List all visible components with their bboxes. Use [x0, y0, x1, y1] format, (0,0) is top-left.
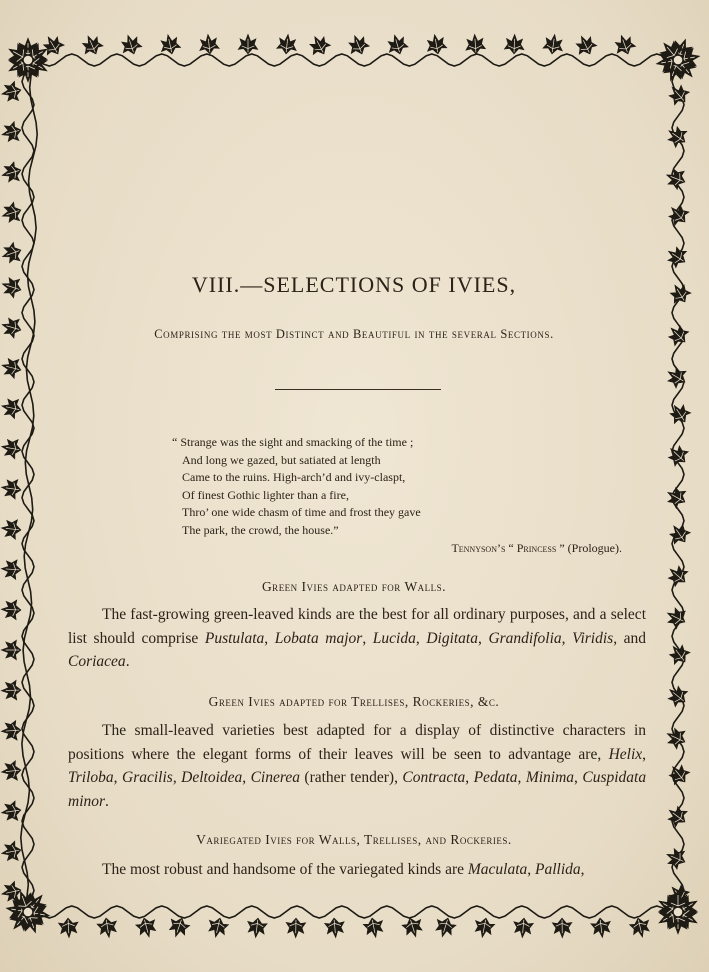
poem-line: Of finest Gothic lighter than a fire,	[182, 487, 349, 502]
ivy-leaf	[473, 916, 496, 939]
section-heading-trellises: Green Ivies adapted for Trellises, Rockeries, &c.	[208, 694, 500, 709]
section-text-variegated: The most robust and handsome of the variegated kinds are Maculata, Pallida,	[102, 861, 585, 878]
ivy-leaf	[512, 917, 533, 938]
ivy-leaf	[590, 917, 612, 939]
ivy-leaf	[663, 166, 689, 192]
ivy-leaf	[206, 916, 230, 940]
ivy-leaf	[0, 80, 23, 103]
variety-name: Cuspidata minor	[68, 769, 647, 810]
ivy-leaf	[663, 123, 691, 151]
divider-rule	[275, 389, 441, 390]
ivy-leaf	[433, 915, 458, 940]
variety-name: Coriacea	[68, 653, 126, 670]
corner-flower	[673, 907, 683, 917]
ivy-leaf	[666, 520, 694, 548]
ivy-leaf	[663, 604, 690, 631]
conjunction: and	[623, 629, 647, 647]
ivy-leaf	[238, 34, 258, 54]
poem-line: And long we gazed, but satiated at length	[182, 452, 381, 467]
variety-name: Lucida	[372, 629, 416, 647]
poem-line: The park, the crowd, the house.”	[182, 522, 339, 537]
ivy-leaf	[664, 562, 692, 590]
variety-name: Digitata	[426, 629, 478, 647]
ivy-leaf	[0, 241, 24, 266]
ivy-leaf	[663, 845, 689, 871]
section-heading-walls: Green Ivies adapted for Walls.	[261, 579, 447, 594]
variety-name: Pedata	[473, 769, 518, 786]
ivy-leaf	[286, 918, 306, 938]
ivy-leaf	[118, 32, 143, 57]
ivy-leaf	[362, 916, 385, 939]
ivy-leaf	[1, 640, 21, 660]
ivy-leaf	[401, 915, 426, 940]
section-text: The small-leaved varieties best adapted for a display of distinctive characters in positions where the elegant forms of their leaves will be seen to advantage are,	[68, 722, 646, 763]
section-text-trellises: The small-leaved varieties best adapted for a display of distinctive characters in positions where the elegant forms of their leaves will be seen to advantage are, Helix, Triloba, Gracilis, Deltoidea, Cinerea (rather tender), Contracta, Pedata, Minima, Cuspidata minor.	[68, 722, 647, 810]
ivy-leaf	[0, 437, 23, 460]
ivy-leaf	[306, 32, 333, 59]
ivy-leaf	[666, 400, 693, 427]
ivy-leaf	[612, 32, 637, 57]
ivy-leaf	[166, 915, 191, 940]
variety-name: Triloba	[68, 769, 114, 786]
ivy-leaf	[425, 33, 448, 56]
ivy-leaf	[0, 315, 24, 339]
section-text: The most robust and handsome of the variegated kinds are	[102, 861, 464, 878]
variety-note: (rather tender)	[304, 769, 395, 786]
variety-name: Deltoidea	[181, 769, 243, 786]
ivy-leaf	[0, 356, 23, 380]
ivy-leaf	[465, 34, 486, 55]
variety-name: Cinerea	[250, 769, 300, 786]
ivy-leaf	[385, 32, 409, 56]
ivy-leaf	[665, 760, 693, 788]
variety-name: Maculata	[467, 861, 528, 878]
ivy-leaf	[345, 32, 371, 58]
ivy-leaf	[664, 201, 692, 229]
ivy-leaf	[324, 917, 345, 938]
ivy-leaf	[665, 640, 693, 668]
variety-name: Viridis	[572, 629, 614, 647]
chapter-subtitle: Comprising the most Distinct and Beautiful in the several Sections.	[154, 327, 554, 341]
ivy-leaf	[628, 916, 652, 940]
variety-name: Lobata major	[274, 629, 363, 647]
chapter-title: VIII.—SELECTIONS OF IVIES,	[191, 272, 517, 297]
ivy-leaf	[0, 760, 22, 782]
poem-attribution	[182, 540, 622, 558]
ivy-leaf	[134, 915, 158, 939]
ivy-leaf	[0, 160, 24, 184]
ivy-leaf	[504, 34, 524, 54]
variety-name: Contracta	[402, 769, 466, 786]
ivy-leaf	[0, 201, 24, 226]
ivy-leaf	[40, 32, 67, 59]
ivy-leaf	[0, 840, 23, 863]
ivy-leaf	[1, 680, 21, 700]
ivy-leaf	[0, 800, 22, 822]
ivy-leaf	[198, 33, 220, 55]
ivy-leaf	[158, 33, 181, 56]
ivy-leaf	[1, 599, 21, 619]
ivy-leaf	[1, 720, 22, 741]
corner-flower	[23, 55, 33, 65]
ivy-leaf	[542, 33, 564, 55]
corner-flower	[673, 55, 683, 65]
ivy-leaf	[666, 280, 693, 307]
ivy-leaf	[663, 802, 691, 830]
ivy-leaf	[1, 559, 22, 580]
ivy-leaf	[276, 33, 298, 55]
variety-name: Pallida	[535, 861, 581, 878]
epigraph-poem	[172, 434, 622, 557]
ivy-leaf	[665, 81, 693, 109]
poem-line: “ Strange was the sight and smacking of the time ;	[172, 435, 414, 449]
ivy-leaf	[96, 916, 119, 939]
ivy-leaf	[663, 725, 689, 751]
corner-flower	[23, 907, 33, 917]
section-text-walls: The fast-growing green-leaved kinds are the best for all ordinary purposes, and a select list should comprise Pustulata, Lobata major, Lucida, Digitata, Grandifolia, Viridis, and Coriacea.	[68, 606, 647, 670]
vine-stem	[38, 54, 668, 66]
ivy-leaf	[552, 918, 572, 938]
ivy-leaf	[58, 917, 79, 938]
ivy-leaf	[572, 32, 598, 58]
ivy-leaf	[663, 682, 691, 710]
ivy-leaf	[0, 396, 23, 419]
vine-stem	[21, 64, 37, 908]
variety-name: Minima	[525, 769, 575, 786]
ivy-leaf	[663, 243, 690, 270]
variety-name: Grandifolia	[488, 629, 562, 647]
ivy-leaf	[0, 518, 22, 540]
poem-line: Came to the ruins. High-arch’d and ivy-claspt,	[182, 470, 406, 485]
ivy-leaf	[79, 32, 105, 58]
ivy-leaf	[664, 441, 692, 469]
variety-name: Helix	[608, 745, 643, 763]
ivy-leaf	[0, 120, 23, 144]
ivy-leaf	[663, 363, 690, 390]
section-text: The fast-growing green-leaved kinds are the best for all ordinary purposes, and a select list should comprise	[68, 606, 646, 647]
vine-stem	[38, 906, 668, 918]
ivy-leaf	[246, 917, 268, 939]
section-heading-variegated: Variegated Ivies for Walls, Trellises, and Rockeries.	[196, 832, 512, 847]
attribution-note: (Prologue).	[567, 540, 622, 555]
ivy-leaf	[0, 274, 24, 299]
variety-name: Pustulata	[204, 629, 265, 647]
variety-name: Gracilis	[122, 769, 173, 786]
ivy-leaf	[0, 477, 22, 499]
poem-line: Thro’ one wide chasm of time and frost they gave	[182, 505, 421, 520]
attribution-author: Tennyson’s “ Princess ”	[451, 540, 565, 555]
